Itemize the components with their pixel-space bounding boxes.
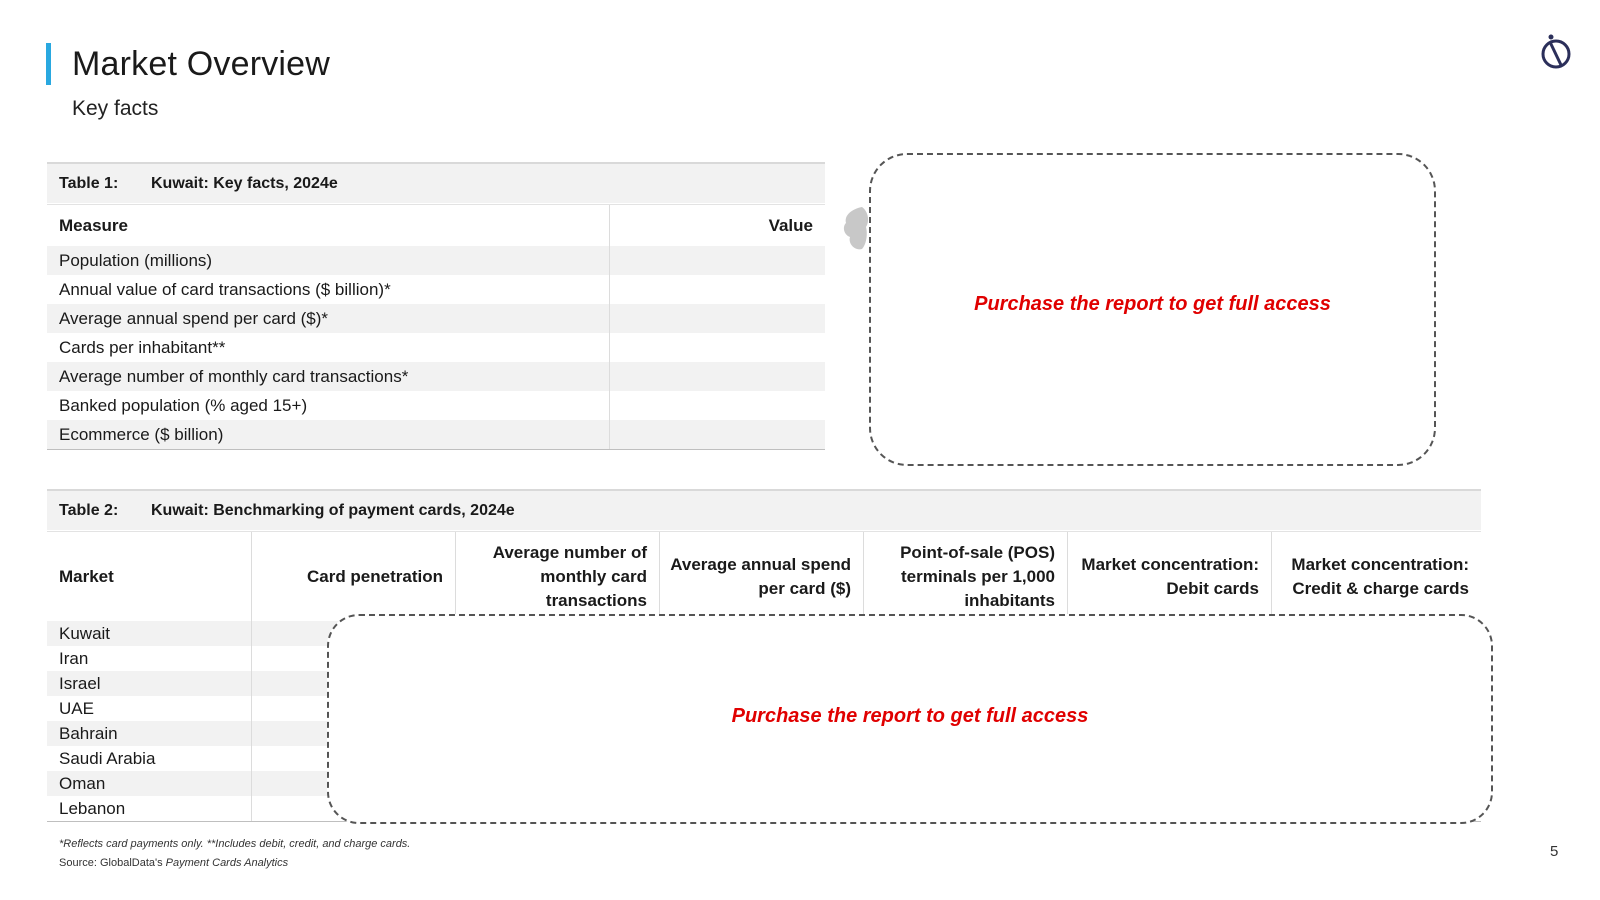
- market-cell: Iran: [47, 646, 252, 671]
- market-cell: Oman: [47, 771, 252, 796]
- purchase-message[interactable]: Purchase the report to get full access: [731, 704, 1089, 727]
- credit-concentration-header: Market concentration: Credit & charge cards: [1291, 554, 1469, 598]
- table-row: [47, 362, 825, 391]
- table1-caption: [47, 162, 825, 204]
- source-note: [59, 857, 288, 869]
- table2-label: Table 2:: [59, 501, 119, 519]
- blurred-splash-icon: [840, 205, 870, 253]
- table-row: [47, 275, 825, 304]
- table1-header-row: [47, 204, 825, 246]
- globaldata-logo-icon: [1536, 32, 1576, 72]
- measure-cell: Annual value of card transactions ($ billion)*: [47, 275, 610, 304]
- annual-spend-header: Average annual spend per card ($): [660, 532, 864, 621]
- table-row: [47, 391, 825, 420]
- measure-column-header: Measure: [47, 205, 610, 246]
- table2-header-row: [47, 531, 1481, 621]
- market-cell: UAE: [47, 696, 252, 721]
- purchase-message[interactable]: Purchase the report to get full access: [974, 293, 1331, 315]
- market-cell: Lebanon: [47, 796, 252, 821]
- source-title: Payment Cards Analytics: [165, 857, 289, 869]
- page-subtitle: Key facts: [72, 97, 159, 120]
- table-row: [47, 420, 825, 449]
- debit-concentration-header: Market concentration: Debit cards: [1068, 532, 1272, 621]
- value-column-header: Value: [768, 215, 813, 235]
- key-facts-table: [47, 162, 825, 450]
- locked-content-box[interactable]: [327, 614, 1493, 824]
- market-column-header: Market: [47, 532, 252, 621]
- table1-label: Table 1:: [59, 174, 119, 192]
- page-title: Market Overview: [72, 45, 331, 83]
- market-cell: Israel: [47, 671, 252, 696]
- table2-caption: [47, 489, 1481, 531]
- market-cell: Kuwait: [47, 621, 252, 646]
- measure-cell: Ecommerce ($ billion): [47, 420, 610, 449]
- monthly-transactions-header: Average number of monthly card transactions: [456, 532, 660, 621]
- market-cell: Saudi Arabia: [47, 746, 252, 771]
- source-prefix: Source: GlobalData's: [59, 857, 166, 869]
- measure-cell: Cards per inhabitant**: [47, 333, 610, 362]
- footnote: *Reflects card payments only. **Includes debit, credit, and charge cards.: [59, 838, 411, 850]
- table-row: [47, 304, 825, 333]
- measure-cell: Average annual spend per card ($)*: [47, 304, 610, 333]
- pos-terminals-header: Point-of-sale (POS) terminals per 1,000 inhabitants: [864, 532, 1068, 621]
- measure-cell: Banked population (% aged 15+): [47, 391, 610, 420]
- measure-cell: Average number of monthly card transactions*: [47, 362, 610, 391]
- market-cell: Bahrain: [47, 721, 252, 746]
- table-row: [47, 333, 825, 362]
- page-number: 5: [1550, 843, 1559, 860]
- table2-title: Kuwait: Benchmarking of payment cards, 2024e: [151, 501, 515, 519]
- table-row: [47, 246, 825, 275]
- measure-cell: Population (millions): [47, 246, 610, 275]
- title-accent-bar: [46, 43, 51, 85]
- locked-content-box[interactable]: [869, 153, 1436, 466]
- table1-title: Kuwait: Key facts, 2024e: [151, 174, 338, 192]
- card-penetration-header: Card penetration: [252, 532, 456, 621]
- table1-body: [47, 246, 825, 450]
